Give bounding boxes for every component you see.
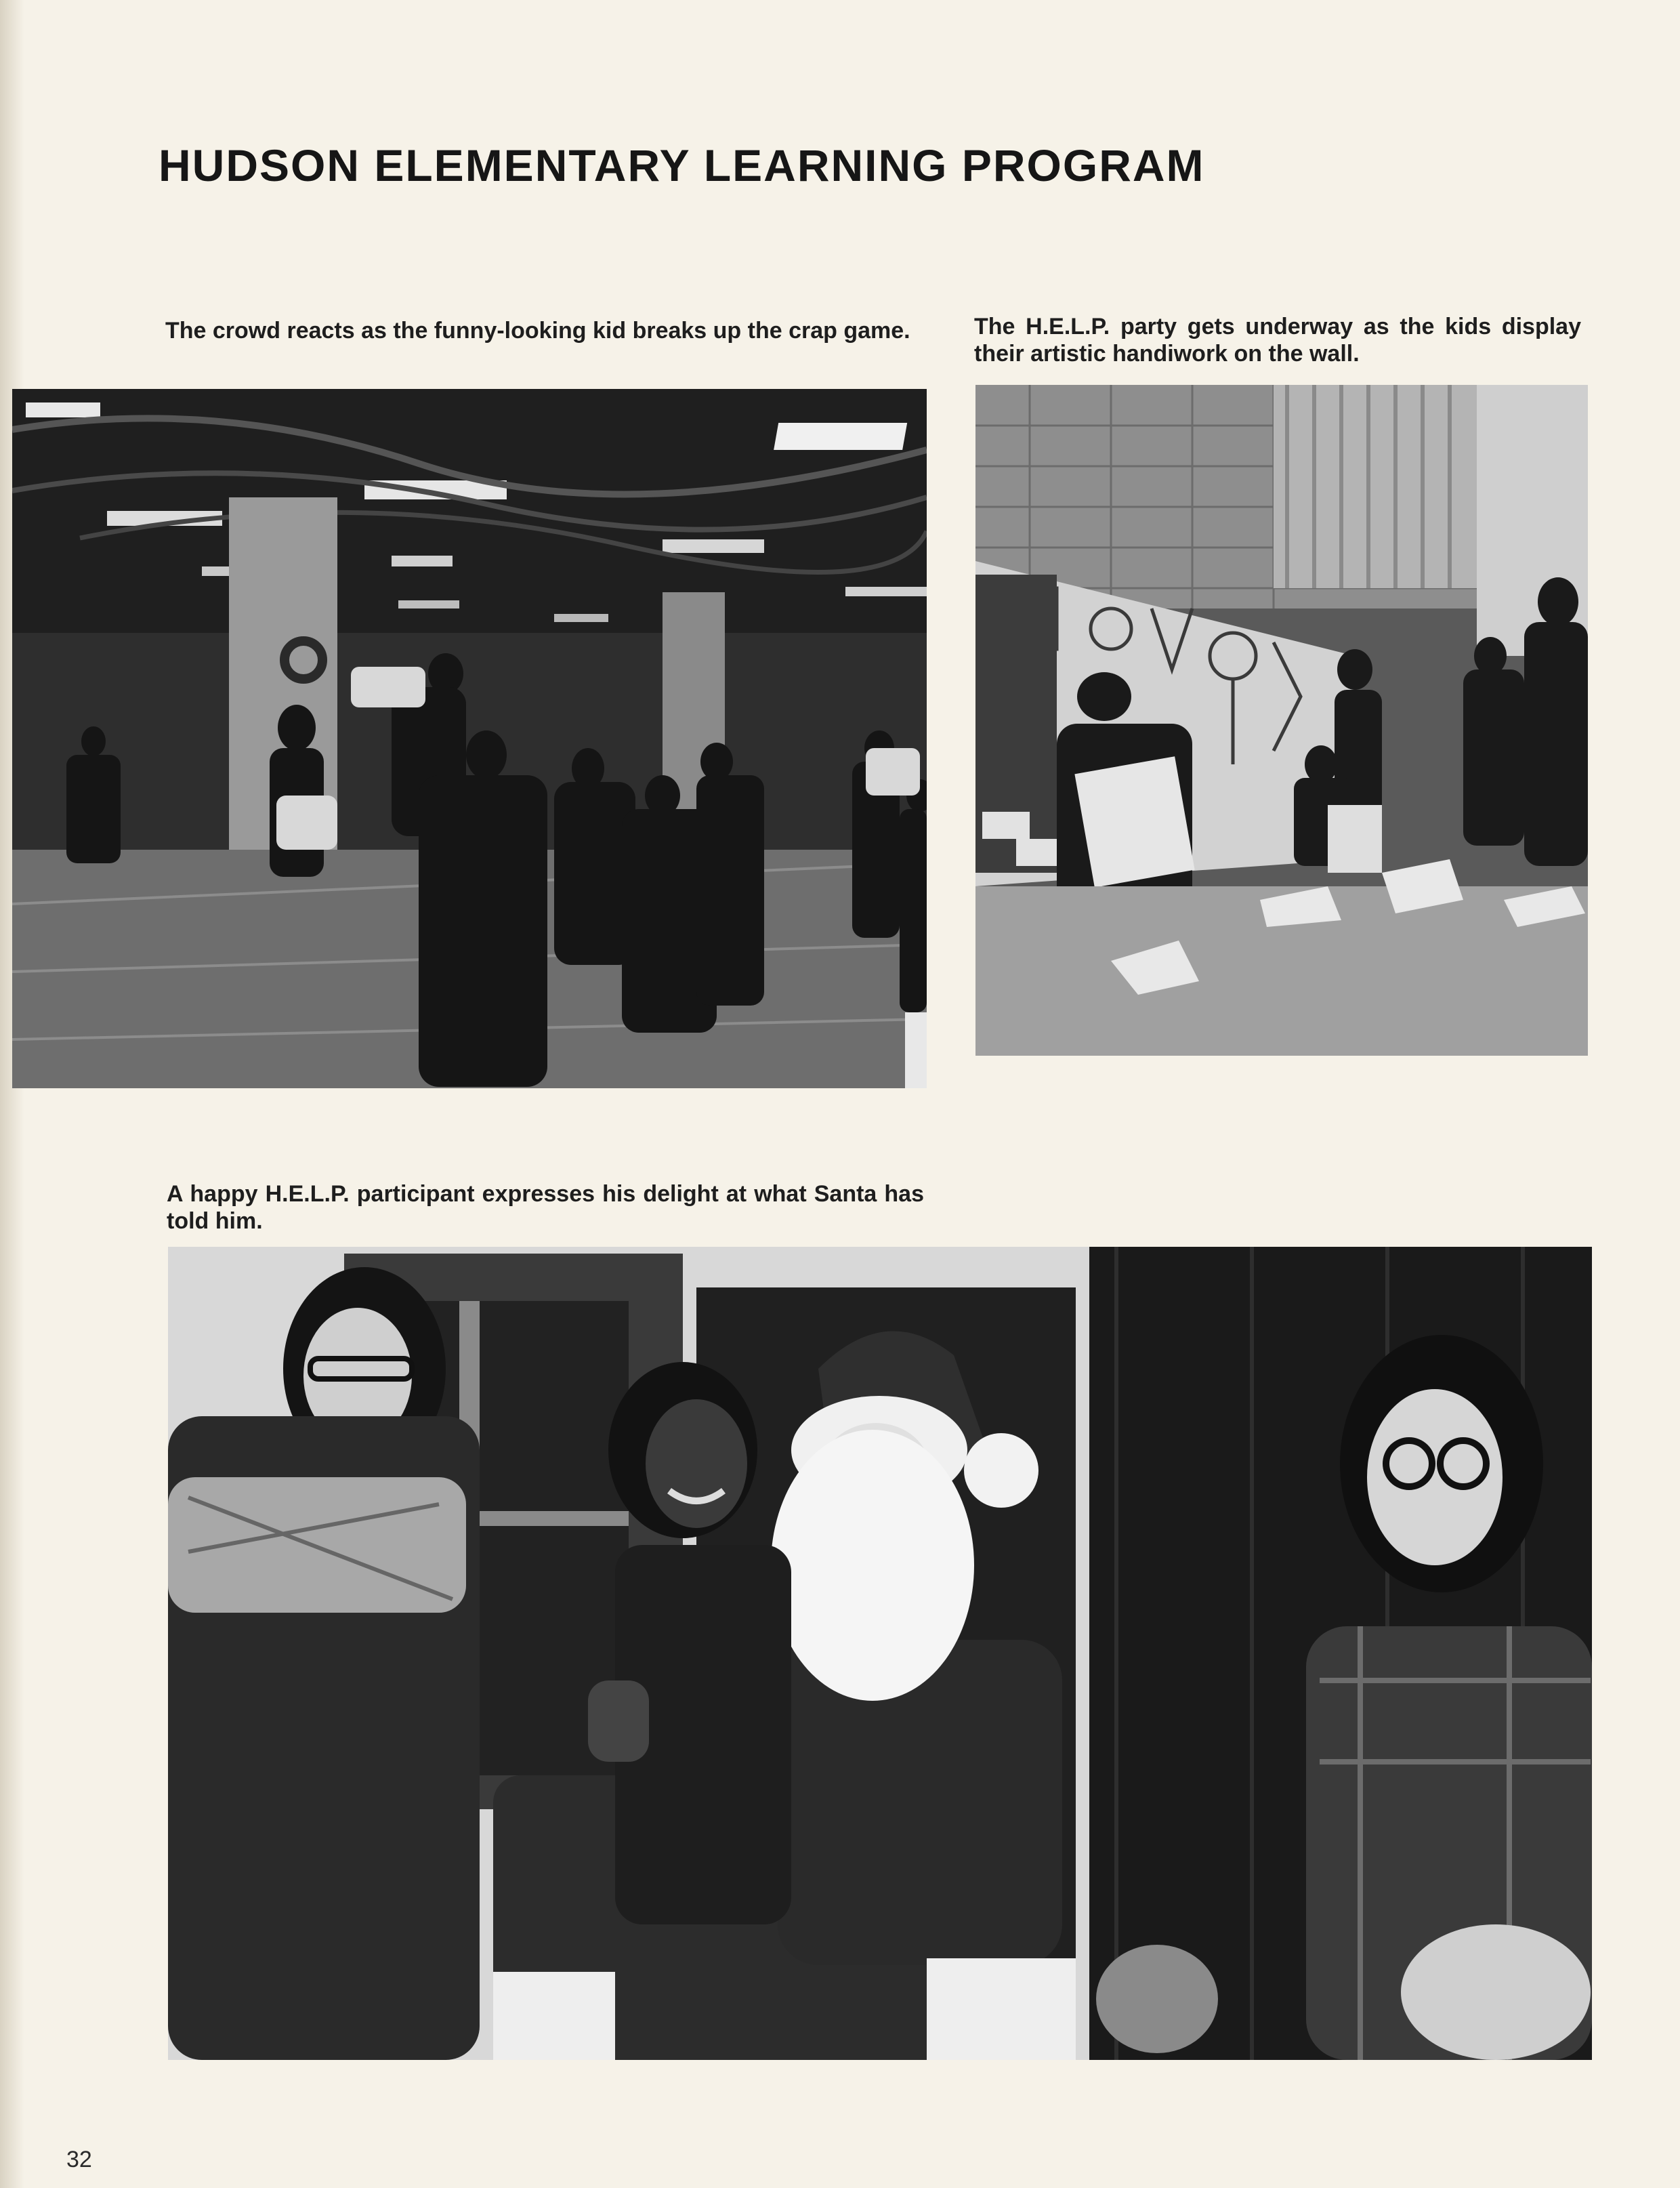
page-number: 32 <box>66 2147 92 2172</box>
photo-caption-crowd: The crowd reacts as the funny-looking kid breaks up the crap game. <box>165 318 910 344</box>
crowd-dancing-photo <box>12 389 927 1088</box>
photo-caption-santa: A happy H.E.L.P. participant expresses his delight at what Santa has told him. <box>167 1181 924 1234</box>
page-title: HUDSON ELEMENTARY LEARNING PROGRAM <box>159 140 1205 190</box>
santa-photo <box>168 1247 1592 2060</box>
photo-caption-wall-art: The H.E.L.P. party gets underway as the kids display their artistic handiwork on the wall. <box>974 314 1581 367</box>
page-gutter-shadow <box>0 0 24 2188</box>
wall-art-photo <box>975 385 1588 1056</box>
